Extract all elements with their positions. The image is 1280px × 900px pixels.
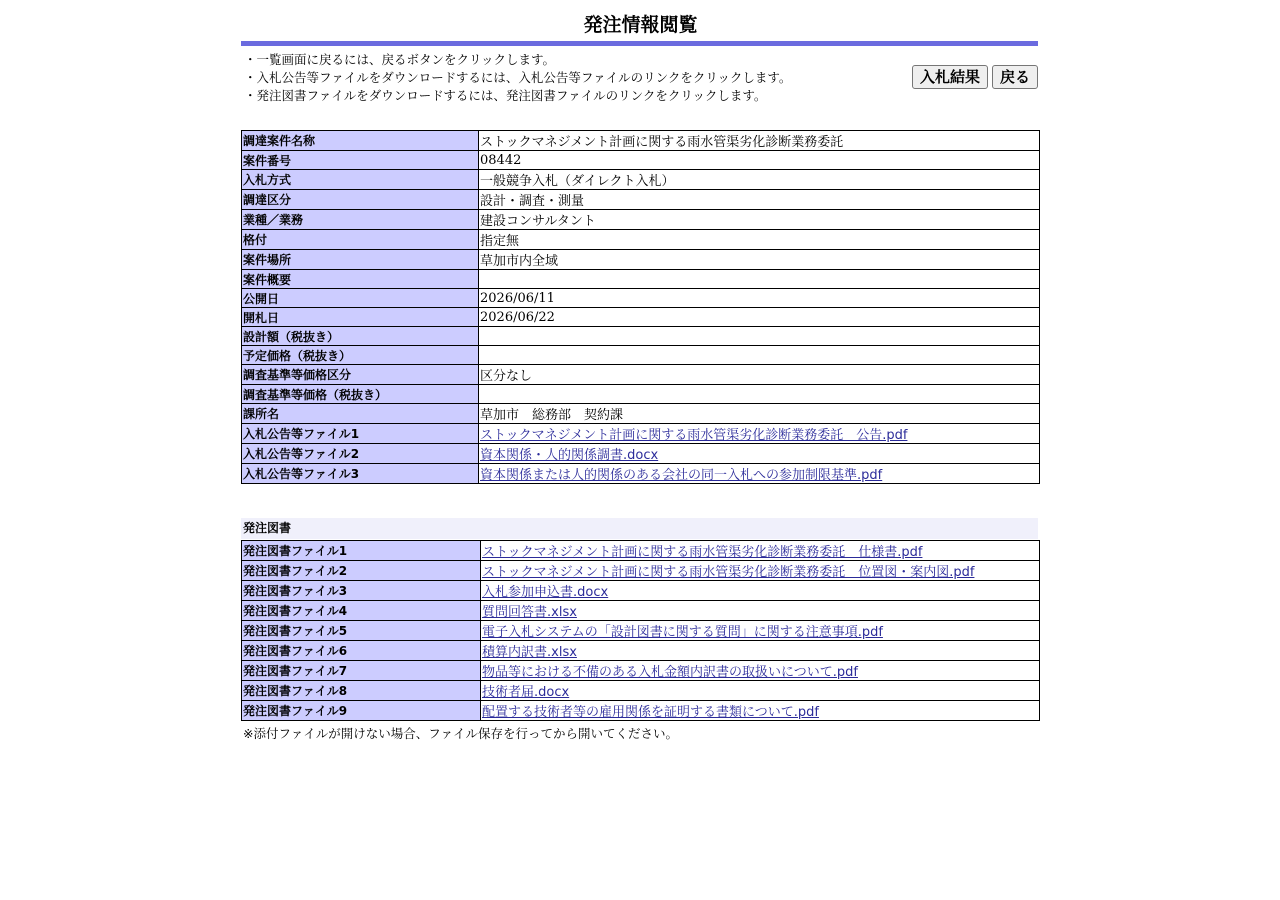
row-label: 公開日 — [242, 289, 479, 308]
file-link[interactable]: 技術者届.docx — [482, 685, 570, 700]
row-label: 発注図書ファイル7 — [242, 661, 481, 681]
instruction-line: ・一覧画面に戻るには、戻るボタンをクリックします。 — [244, 52, 556, 67]
bid-results-button[interactable]: 入札結果 — [912, 65, 988, 89]
row-label: 調査基準等価格区分 — [242, 365, 479, 385]
row-value-cell — [481, 561, 1040, 581]
attachment-note: ※添付ファイルが開けない場合、ファイル保存を行ってから開いてください。 — [243, 726, 678, 741]
instruction-line: ・発注図書ファイルをダウンロードするには、発注図書ファイルのリンクをクリックします。 — [244, 88, 767, 103]
row-value-cell — [481, 541, 1040, 561]
detail-row — [242, 230, 1040, 250]
page-title: 発注情報閲覧 — [583, 14, 698, 36]
row-label: 発注図書ファイル9 — [242, 701, 481, 721]
file-link[interactable]: 配置する技術者等の雇用関係を証明する書類について.pdf — [482, 705, 819, 720]
row-label: 発注図書ファイル5 — [242, 621, 481, 641]
row-value: 08442 — [480, 152, 522, 168]
row-value-cell — [479, 464, 1040, 484]
row-value-cell — [479, 365, 1040, 385]
details-table — [241, 130, 1040, 484]
action-buttons — [912, 65, 1038, 89]
row-label: 調達案件名称 — [242, 131, 479, 151]
row-value: 設計・調査・測量 — [480, 194, 585, 209]
row-value-cell — [479, 327, 1040, 346]
drawings-section-header: 発注図書 — [241, 518, 1038, 539]
row-value-cell — [479, 289, 1040, 308]
row-value: 指定無 — [480, 234, 520, 249]
instruction-line: ・入札公告等ファイルをダウンロードするには、入札公告等ファイルのリンクをクリックします。 — [244, 70, 792, 85]
drawing-file-row — [242, 681, 1040, 701]
row-value-cell — [479, 404, 1040, 424]
file-link[interactable]: 電子入札システムの「設計図書に関する質問」に関する注意事項.pdf — [482, 625, 883, 640]
file-link[interactable]: ストックマネジメント計画に関する雨水管渠劣化診断業務委託 仕様書.pdf — [482, 545, 923, 560]
row-value: 2026/06/22 — [480, 309, 555, 325]
detail-row — [242, 346, 1040, 365]
row-value: ストックマネジメント計画に関する雨水管渠劣化診断業務委託 — [480, 135, 844, 150]
row-label: 発注図書ファイル1 — [242, 541, 481, 561]
row-value: 一般競争入札（ダイレクト入札） — [480, 174, 675, 189]
row-value: 草加市 総務部 契約課 — [480, 408, 624, 423]
row-value-cell — [479, 131, 1040, 151]
detail-row — [242, 385, 1040, 404]
detail-row — [242, 404, 1040, 424]
drawing-file-row — [242, 701, 1040, 721]
drawings-table — [241, 540, 1040, 721]
file-link[interactable]: 資本関係・人的関係調書.docx — [480, 448, 659, 463]
detail-row — [242, 170, 1040, 190]
detail-row — [242, 308, 1040, 327]
row-label: 予定価格（税抜き） — [242, 346, 479, 365]
row-value-cell — [481, 581, 1040, 601]
row-value-cell — [481, 641, 1040, 661]
detail-row — [242, 270, 1040, 289]
drawing-file-row — [242, 621, 1040, 641]
detail-row — [242, 327, 1040, 346]
row-label: 発注図書ファイル8 — [242, 681, 481, 701]
row-value: 草加市内全域 — [480, 254, 559, 269]
row-value: 区分なし — [480, 369, 533, 384]
row-value-cell — [481, 701, 1040, 721]
drawing-file-row — [242, 561, 1040, 581]
drawing-file-row — [242, 661, 1040, 681]
detail-row — [242, 151, 1040, 170]
row-value-cell — [481, 661, 1040, 681]
row-label: 入札公告等ファイル2 — [242, 444, 479, 464]
row-value-cell — [479, 151, 1040, 170]
row-value-cell — [481, 621, 1040, 641]
back-button[interactable]: 戻る — [992, 65, 1038, 89]
file-link[interactable]: 物品等における不備のある入札金額内訳書の取扱いについて.pdf — [482, 665, 858, 680]
detail-row — [242, 250, 1040, 270]
detail-row — [242, 131, 1040, 151]
file-link[interactable]: ストックマネジメント計画に関する雨水管渠劣化診断業務委託 公告.pdf — [480, 428, 908, 443]
file-link[interactable]: 積算内訳書.xlsx — [482, 645, 577, 660]
row-value-cell — [481, 681, 1040, 701]
row-value-cell — [479, 385, 1040, 404]
file-link[interactable]: 入札参加申込書.docx — [482, 585, 609, 600]
row-value: 2026/06/11 — [480, 290, 555, 306]
drawing-file-row — [242, 641, 1040, 661]
row-value-cell — [479, 444, 1040, 464]
row-label: 入札公告等ファイル3 — [242, 464, 479, 484]
row-value-cell — [479, 170, 1040, 190]
row-label: 入札方式 — [242, 170, 479, 190]
row-label: 課所名 — [242, 404, 479, 424]
instructions — [241, 46, 1040, 124]
row-value-cell — [479, 190, 1040, 210]
drawing-file-row — [242, 581, 1040, 601]
row-label: 入札公告等ファイル1 — [242, 424, 479, 444]
drawing-file-row — [242, 541, 1040, 561]
row-value-cell — [479, 270, 1040, 289]
row-label: 案件概要 — [242, 270, 479, 289]
row-value: 建設コンサルタント — [480, 214, 596, 229]
detail-row — [242, 464, 1040, 484]
row-label: 格付 — [242, 230, 479, 250]
detail-row — [242, 289, 1040, 308]
detail-row — [242, 210, 1040, 230]
row-label: 発注図書ファイル3 — [242, 581, 481, 601]
instruction-lines — [244, 51, 791, 105]
row-label: 発注図書ファイル2 — [242, 561, 481, 581]
row-label: 調査基準等価格（税抜き） — [242, 385, 479, 404]
row-value-cell — [479, 250, 1040, 270]
row-value-cell — [479, 230, 1040, 250]
file-link[interactable]: 資本関係または人的関係のある会社の同一入札への参加制限基準.pdf — [480, 468, 883, 483]
row-label: 発注図書ファイル6 — [242, 641, 481, 661]
row-value-cell — [479, 210, 1040, 230]
row-label: 開札日 — [242, 308, 479, 327]
detail-row — [242, 444, 1040, 464]
page-container — [241, 0, 1040, 742]
row-label: 業種／業務 — [242, 210, 479, 230]
row-value-cell — [479, 346, 1040, 365]
row-label: 設計額（税抜き） — [242, 327, 479, 346]
detail-row — [242, 424, 1040, 444]
file-link[interactable]: ストックマネジメント計画に関する雨水管渠劣化診断業務委託 位置図・案内図.pdf — [482, 565, 975, 580]
row-label: 調達区分 — [242, 190, 479, 210]
row-value-cell — [481, 601, 1040, 621]
row-value-cell — [479, 424, 1040, 444]
file-link[interactable]: 質問回答書.xlsx — [482, 605, 577, 620]
detail-row — [242, 365, 1040, 385]
row-label: 案件場所 — [242, 250, 479, 270]
drawing-file-row — [242, 601, 1040, 621]
row-label: 発注図書ファイル4 — [242, 601, 481, 621]
detail-row — [242, 190, 1040, 210]
row-value-cell — [479, 308, 1040, 327]
row-label: 案件番号 — [242, 151, 479, 170]
